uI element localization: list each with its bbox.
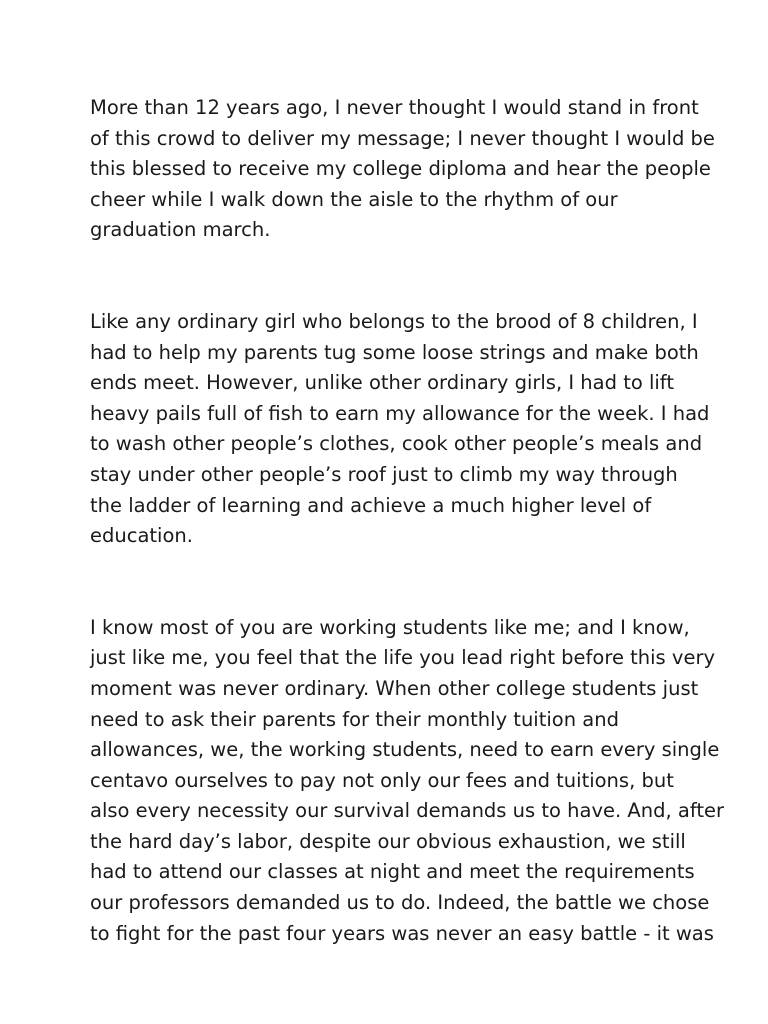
text-line: moment was never ordinary. When other college students just bbox=[90, 676, 699, 700]
text-line: graduation march. bbox=[90, 218, 271, 242]
text-line: I know most of you are working students like me; and I know, bbox=[90, 615, 690, 639]
text-line: centavo ourselves to pay not only our fees and tuitions, but bbox=[90, 768, 674, 792]
text-line: Like any ordinary girl who belongs to the brood of 8 children, I bbox=[90, 309, 698, 333]
text-line: our professors demanded us to do. Indeed, the battle we chose bbox=[90, 891, 710, 915]
text-line: just like me, you feel that the life you lead right before this very bbox=[90, 646, 716, 670]
paragraph-1 bbox=[90, 93, 715, 246]
text-line: had to help my parents tug some loose strings and make both bbox=[90, 340, 699, 364]
text-line: to wash other people’s clothes, cook other people’s meals and bbox=[90, 432, 703, 456]
text-line: the hard day’s labor, despite our obvious exhaustion, we still bbox=[90, 829, 686, 853]
text-line: cheer while I walk down the aisle to the rhythm of our bbox=[90, 187, 618, 211]
text-line: this blessed to receive my college diploma and hear the people bbox=[90, 157, 711, 181]
text-line: heavy pails full of fish to earn my allowance for the week. I had bbox=[90, 401, 710, 425]
text-line: More than 12 years ago, I never thought I would stand in front bbox=[90, 96, 699, 119]
text-line: had to attend our classes at night and meet the requirements bbox=[90, 860, 695, 884]
text-line: need to ask their parents for their monthly tuition and bbox=[90, 707, 619, 731]
text-line: allowances, we, the working students, need to earn every single bbox=[90, 738, 720, 762]
paragraph-3 bbox=[90, 613, 724, 950]
text-line: stay under other people’s roof just to climb my way through bbox=[90, 462, 678, 486]
document-body bbox=[90, 93, 724, 1010]
paragraph-2 bbox=[90, 307, 710, 552]
text-line: of this crowd to deliver my message; I never thought I would be bbox=[90, 126, 715, 150]
text-line: the ladder of learning and achieve a much higher level of bbox=[90, 493, 652, 517]
text-line: education. bbox=[90, 524, 193, 548]
text-line: ends meet. However, unlike other ordinary girls, I had to lift bbox=[90, 371, 674, 395]
text-line: to fight for the past four years was never an easy battle - it was bbox=[90, 921, 714, 945]
text-line: also every necessity our survival demands us to have. And, after bbox=[90, 799, 724, 823]
